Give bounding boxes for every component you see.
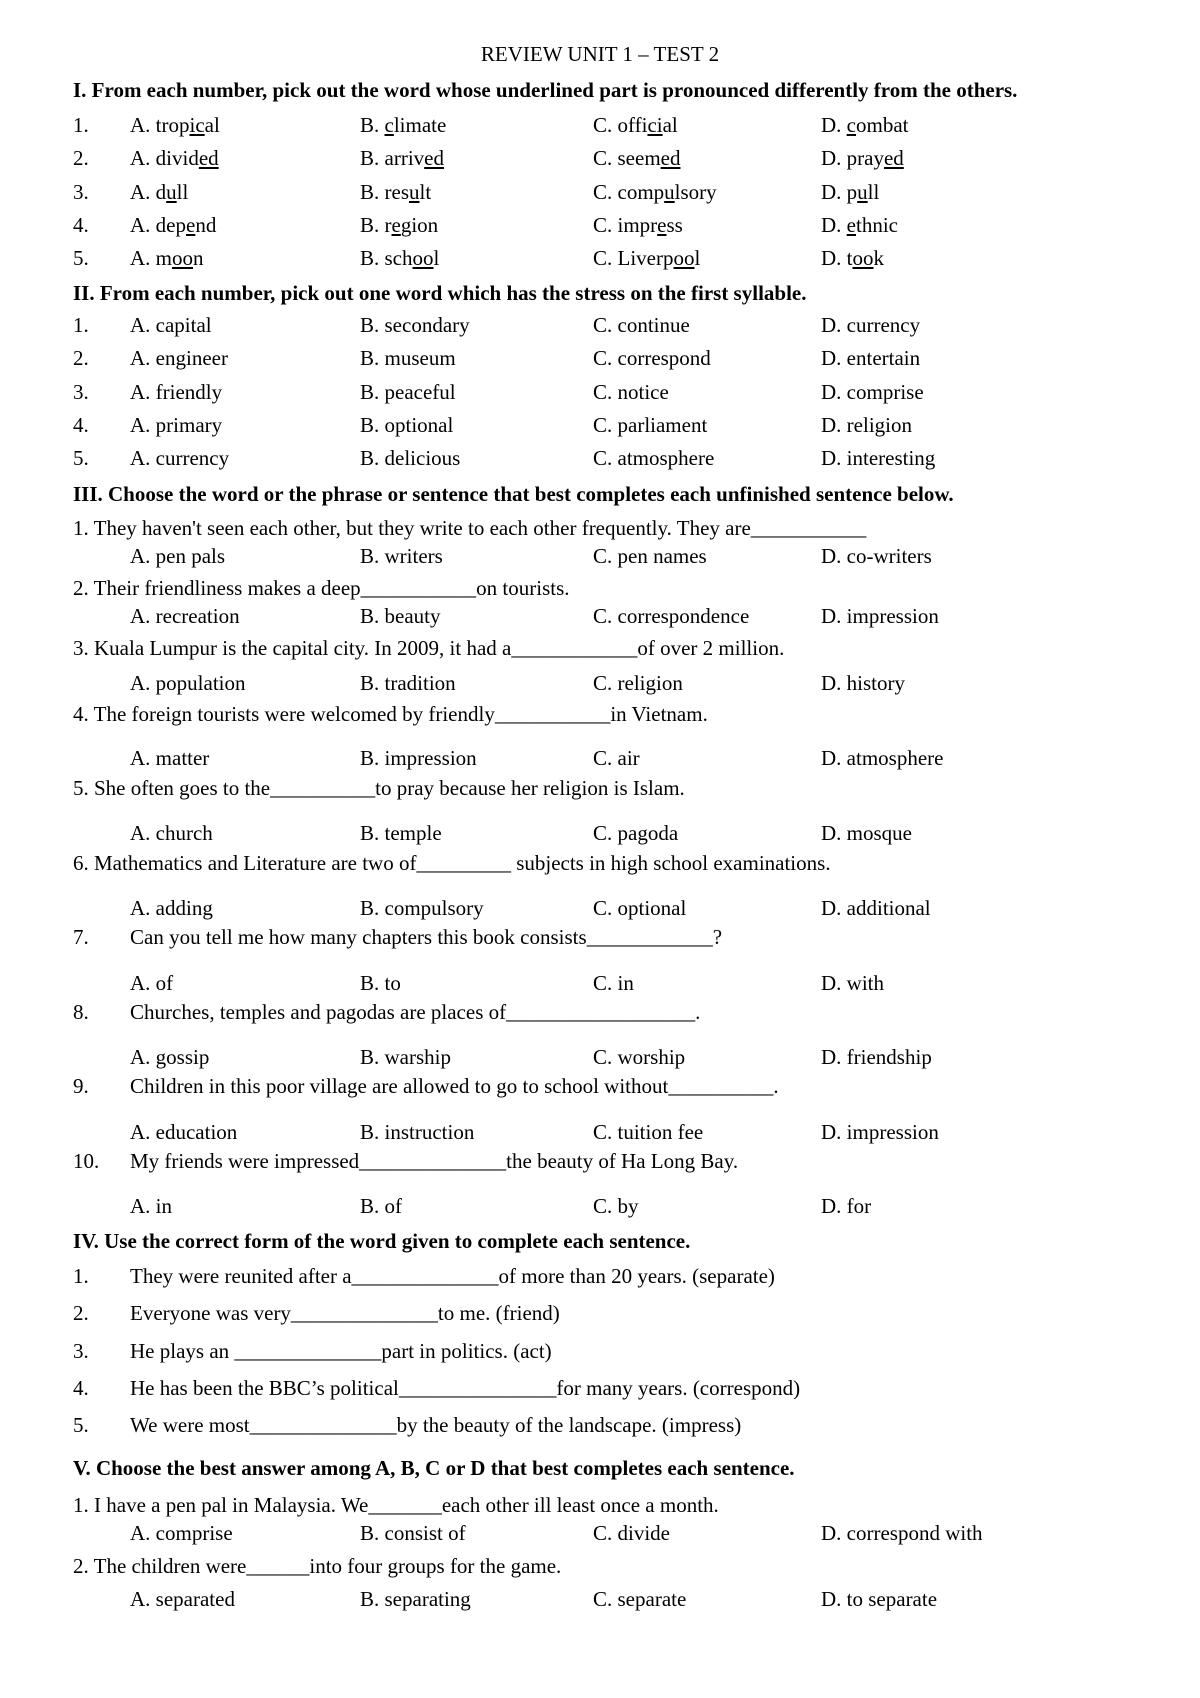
option-c: C. in	[593, 971, 634, 995]
option-b: B. of	[360, 1194, 402, 1218]
question-number: 10.	[73, 1149, 100, 1173]
option-a: A. comprise	[130, 1521, 233, 1545]
question-stem: Everyone was very______________to me. (friend)	[130, 1301, 560, 1325]
question-row	[73, 180, 1173, 208]
question-stem: 4. The foreign tourists were welcomed by friendly___________in Vietnam.	[73, 702, 708, 726]
question-row	[73, 446, 1173, 474]
option-a: A. church	[130, 821, 213, 845]
option-a	[130, 213, 216, 238]
option-b: B. optional	[360, 413, 454, 437]
option-suffix: ombat	[856, 113, 909, 137]
question-stem: 3. Kuala Lumpur is the capital city. In 2009, it had a____________of over 2 million.	[73, 636, 785, 660]
option-b: B. tradition	[360, 671, 456, 695]
option-b: B. temple	[360, 821, 442, 845]
option-a	[130, 180, 188, 205]
option-prefix: C. impr	[593, 213, 658, 237]
question-row	[73, 113, 1173, 141]
question-stem: Children in this poor village are allowed to go to school without__________.	[130, 1074, 779, 1098]
question-stem-row	[73, 1554, 1173, 1582]
option-b	[360, 180, 431, 205]
option-suffix: gion	[400, 213, 439, 237]
option-prefix: C. Liverp	[593, 246, 674, 270]
question-stem: He has been the BBC’s political_______________for many years. (correspond)	[130, 1376, 801, 1400]
option-c: C. separate	[593, 1587, 687, 1611]
question-row	[73, 1339, 1173, 1367]
option-c: C. notice	[593, 380, 669, 404]
option-prefix: B. arriv	[360, 146, 425, 170]
option-d	[821, 213, 898, 238]
option-a	[130, 146, 219, 171]
options-row	[73, 1521, 1173, 1549]
option-prefix: D.	[821, 113, 847, 137]
option-a: A. of	[130, 971, 174, 995]
question-stem: Churches, temples and pagodas are places of__________________.	[130, 1000, 701, 1024]
option-c: C. atmosphere	[593, 446, 715, 470]
underlined-part: oo	[412, 246, 434, 270]
question-number: 7.	[73, 925, 89, 949]
option-b: B. secondary	[360, 313, 470, 337]
option-a: A. capital	[130, 313, 212, 337]
question-row	[73, 346, 1173, 374]
question-stem: We were most______________by the beauty of the landscape. (impress)	[130, 1413, 742, 1437]
option-a: A. gossip	[130, 1045, 210, 1069]
section-3-heading: III. Choose the word or the phrase or sentence that best completes each unfinished sentence below.	[73, 482, 954, 506]
underlined-part: c	[846, 113, 856, 137]
option-prefix: B.	[360, 113, 385, 137]
options-row	[73, 1120, 1173, 1148]
question-number: 3.	[73, 180, 89, 204]
question-stem-row	[73, 925, 1173, 953]
options-row	[73, 604, 1173, 632]
question-number: 4.	[73, 413, 89, 437]
option-prefix: A. divid	[130, 146, 199, 170]
option-a: A. primary	[130, 413, 223, 437]
question-number: 4.	[73, 1376, 89, 1400]
option-b: B. warship	[360, 1045, 451, 1069]
option-c: C. by	[593, 1194, 639, 1218]
underlined-part: u	[857, 180, 868, 204]
option-b: B. separating	[360, 1587, 471, 1611]
underlined-part: e	[657, 213, 667, 237]
option-a: A. friendly	[130, 380, 223, 404]
option-suffix: lt	[419, 180, 432, 204]
option-d	[821, 113, 909, 138]
underlined-part: oo	[673, 246, 695, 270]
option-prefix: C. offi	[593, 113, 648, 137]
question-number: 2.	[73, 346, 89, 370]
option-suffix: k	[873, 246, 884, 270]
option-a: A. currency	[130, 446, 230, 470]
option-d: D. mosque	[821, 821, 912, 845]
underlined-part: ed	[424, 146, 444, 170]
option-b	[360, 113, 446, 138]
question-number: 3.	[73, 380, 89, 404]
option-c: C. pagoda	[593, 821, 679, 845]
underlined-part: ed	[198, 146, 219, 170]
option-prefix: B. res	[360, 180, 409, 204]
option-b	[360, 246, 439, 271]
section-1-heading: I. From each number, pick out the word whose underlined part is pronounced differently from the others.	[73, 78, 1018, 102]
option-a: A. matter	[130, 746, 210, 770]
option-b: B. to	[360, 971, 401, 995]
option-c: C. religion	[593, 671, 683, 695]
option-d: D. currency	[821, 313, 921, 337]
question-stem-row	[73, 776, 1173, 804]
option-a: A. separated	[130, 1587, 235, 1611]
option-d: D. correspond with	[821, 1521, 983, 1545]
underlined-part: ed	[883, 146, 904, 170]
question-stem: He plays an ______________part in politics. (act)	[130, 1339, 552, 1363]
option-b	[360, 213, 438, 238]
option-prefix: A. dep	[130, 213, 186, 237]
underlined-part: e	[186, 213, 196, 237]
option-d: D. history	[821, 671, 905, 695]
question-stem: They were reunited after a______________of more than 20 years. (separate)	[130, 1264, 775, 1288]
option-d: D. to separate	[821, 1587, 938, 1611]
question-number: 2.	[73, 1301, 89, 1325]
option-prefix: C. seem	[593, 146, 661, 170]
question-stem: Can you tell me how many chapters this book consists____________?	[130, 925, 723, 949]
underlined-part: c	[384, 113, 394, 137]
options-row	[73, 896, 1173, 924]
option-prefix: D. p	[821, 180, 858, 204]
underlined-part: oo	[172, 246, 193, 270]
options-row	[73, 1045, 1173, 1073]
option-c: C. worship	[593, 1045, 686, 1069]
underlined-part: u	[166, 180, 177, 204]
option-prefix: B. r	[360, 213, 392, 237]
option-c	[593, 180, 717, 205]
option-d: D. religion	[821, 413, 912, 437]
question-number: 8.	[73, 1000, 89, 1024]
option-b: B. instruction	[360, 1120, 475, 1144]
option-suffix: al	[662, 113, 678, 137]
option-a: A. education	[130, 1120, 238, 1144]
question-stem: 6. Mathematics and Literature are two of_________ subjects in high school examinations.	[73, 851, 831, 875]
option-b: B. impression	[360, 746, 477, 770]
option-d	[821, 146, 904, 171]
question-stem: 1. I have a pen pal in Malaysia. We_______each other ill least once a month.	[73, 1493, 719, 1517]
option-c: C. continue	[593, 313, 690, 337]
options-row	[73, 746, 1173, 774]
option-d: D. interesting	[821, 446, 936, 470]
question-stem-row	[73, 702, 1173, 730]
option-b: B. compulsory	[360, 896, 484, 920]
options-row	[73, 1194, 1173, 1222]
option-prefix: A. trop	[130, 113, 190, 137]
question-row	[73, 213, 1173, 241]
options-row	[73, 1587, 1173, 1615]
question-row	[73, 380, 1173, 408]
question-stem: 2. The children were______into four groups for the game.	[73, 1554, 562, 1578]
option-d: D. impression	[821, 604, 939, 628]
option-c: C. pen names	[593, 544, 707, 568]
question-number: 1.	[73, 1264, 89, 1288]
option-d: D. co-writers	[821, 544, 932, 568]
question-number: 5.	[73, 1413, 89, 1437]
option-a: A. in	[130, 1194, 172, 1218]
option-suffix: ss	[666, 213, 683, 237]
option-suffix: n	[193, 246, 204, 270]
option-a: A. adding	[130, 896, 213, 920]
option-b: B. consist of	[360, 1521, 466, 1545]
option-c	[593, 246, 700, 271]
question-row	[73, 413, 1173, 441]
option-suffix: limate	[393, 113, 447, 137]
underlined-part: u	[409, 180, 420, 204]
option-a	[130, 113, 220, 138]
option-prefix: B. sch	[360, 246, 413, 270]
option-d	[821, 246, 884, 271]
option-suffix: l	[433, 246, 440, 270]
option-prefix: A. m	[130, 246, 172, 270]
option-a: A. population	[130, 671, 246, 695]
option-suffix: ll	[176, 180, 189, 204]
option-suffix: thnic	[856, 213, 898, 237]
question-row	[73, 1413, 1173, 1441]
option-c: C. optional	[593, 896, 687, 920]
question-stem-row	[73, 576, 1173, 604]
option-c: C. air	[593, 746, 640, 770]
options-row	[73, 544, 1173, 572]
option-d: D. atmosphere	[821, 746, 944, 770]
option-d	[821, 180, 879, 205]
option-prefix: D. t	[821, 246, 853, 270]
question-number: 5.	[73, 246, 89, 270]
option-a: A. engineer	[130, 346, 228, 370]
options-row	[73, 671, 1173, 699]
underlined-part: u	[664, 180, 675, 204]
option-prefix: D.	[821, 213, 847, 237]
question-number: 2.	[73, 146, 89, 170]
option-b: B. peaceful	[360, 380, 456, 404]
section-2-heading: II. From each number, pick out one word which has the stress on the first syllable.	[73, 281, 807, 305]
underlined-part: ed	[660, 146, 681, 170]
question-number: 3.	[73, 1339, 89, 1363]
option-c: C. divide	[593, 1521, 670, 1545]
option-suffix: lsory	[674, 180, 717, 204]
question-number: 9.	[73, 1074, 89, 1098]
section-5-heading: V. Choose the best answer among A, B, C or D that best completes each sentence.	[73, 1456, 795, 1480]
question-number: 1.	[73, 313, 89, 337]
options-row	[73, 971, 1173, 999]
question-stem-row	[73, 1000, 1173, 1028]
question-stem-row	[73, 636, 1173, 664]
question-stem-row	[73, 516, 1173, 544]
option-b: B. writers	[360, 544, 443, 568]
option-c: C. parliament	[593, 413, 708, 437]
question-row	[73, 246, 1173, 274]
underlined-part: ci	[647, 113, 663, 137]
option-b: B. beauty	[360, 604, 441, 628]
option-prefix: C. comp	[593, 180, 665, 204]
option-a: A. recreation	[130, 604, 240, 628]
option-b: B. museum	[360, 346, 456, 370]
question-row	[73, 1264, 1173, 1292]
question-stem: 2. Their friendliness makes a deep___________on tourists.	[73, 576, 570, 600]
underlined-part: e	[391, 213, 401, 237]
option-c: C. correspond	[593, 346, 711, 370]
question-stem: My friends were impressed______________the beauty of Ha Long Bay.	[130, 1149, 739, 1173]
option-c	[593, 213, 683, 238]
question-stem-row	[73, 851, 1173, 879]
option-prefix: A. d	[130, 180, 167, 204]
option-d: D. additional	[821, 896, 931, 920]
option-d: D. impression	[821, 1120, 939, 1144]
option-d: D. for	[821, 1194, 872, 1218]
question-stem-row	[73, 1074, 1173, 1102]
option-suffix: nd	[195, 213, 217, 237]
option-c: C. correspondence	[593, 604, 750, 628]
option-suffix: al	[204, 113, 220, 137]
question-number: 4.	[73, 213, 89, 237]
option-a: A. pen pals	[130, 544, 226, 568]
underlined-part: e	[846, 213, 856, 237]
question-stem-row	[73, 1149, 1173, 1177]
option-d: D. with	[821, 971, 884, 995]
option-a	[130, 246, 204, 271]
options-row	[73, 821, 1173, 849]
question-number: 1.	[73, 113, 89, 137]
question-stem: 1. They haven't seen each other, but they write to each other frequently. They are___________	[73, 516, 867, 540]
question-stem: 5. She often goes to the__________to pray because her religion is Islam.	[73, 776, 685, 800]
question-row	[73, 1301, 1173, 1329]
page-title: REVIEW UNIT 1 – TEST 2	[480, 42, 720, 66]
question-row	[73, 1376, 1173, 1404]
option-prefix: D. pray	[821, 146, 884, 170]
option-b	[360, 146, 444, 171]
underlined-part: ic	[189, 113, 205, 137]
option-c: C. tuition fee	[593, 1120, 704, 1144]
underlined-part: oo	[852, 246, 874, 270]
option-c	[593, 113, 678, 138]
question-number: 5.	[73, 446, 89, 470]
option-c	[593, 146, 680, 171]
option-d: D. entertain	[821, 346, 921, 370]
section-4-heading: IV. Use the correct form of the word given to complete each sentence.	[73, 1229, 691, 1253]
option-b: B. delicious	[360, 446, 461, 470]
option-d: D. comprise	[821, 380, 924, 404]
question-row	[73, 313, 1173, 341]
option-d: D. friendship	[821, 1045, 932, 1069]
question-stem-row	[73, 1493, 1173, 1521]
option-suffix: ll	[867, 180, 880, 204]
option-suffix: l	[694, 246, 701, 270]
question-row	[73, 146, 1173, 174]
